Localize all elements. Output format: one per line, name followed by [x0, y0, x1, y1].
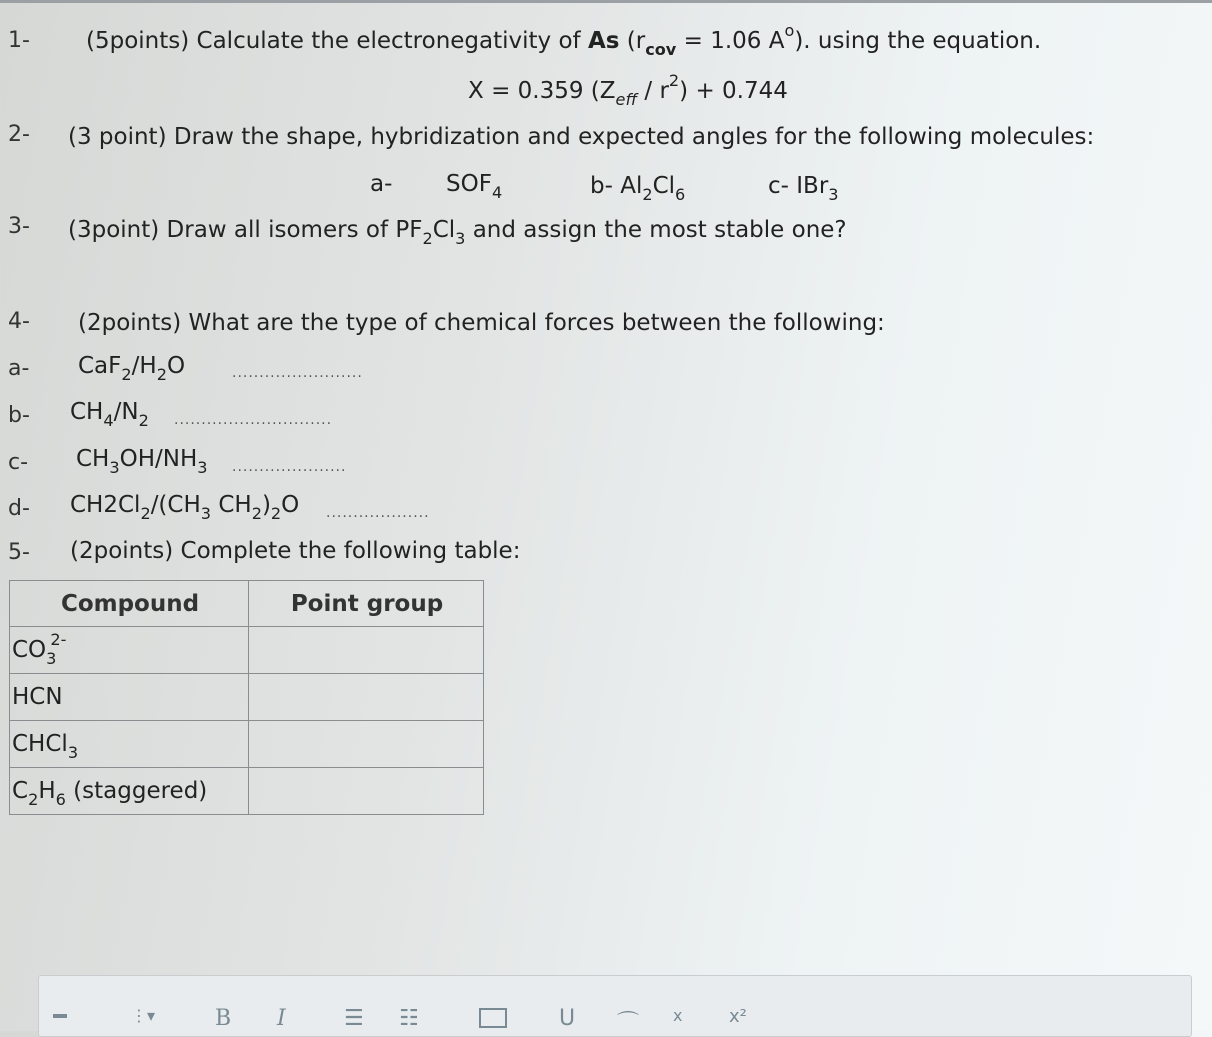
link-icon[interactable]: ⌒ [617, 1011, 640, 1036]
italic-button[interactable]: I [277, 1006, 286, 1031]
editor-toolbar [38, 975, 1192, 1037]
q4-a-answer-blank: ........................ [232, 365, 363, 381]
q4-b-label: b- [8, 403, 30, 428]
table-header-row [10, 581, 484, 627]
compound-cell: CHCl$_3$ [10, 721, 249, 768]
q1-text: (5points) Calculate the electronegativity of As ($r_{cov} = 1.06$ $A^o$). using the equation. [86, 20, 1042, 60]
q4-a-label: a- [8, 356, 30, 381]
q4-a-formula: $CaF_2/H_2O$ [78, 353, 186, 385]
header-point-group: Point group [249, 581, 484, 627]
q2-b-formula: b- $Al_2Cl_6$ [590, 173, 686, 205]
q3-number: 3- [8, 214, 30, 239]
superscript-button[interactable]: x² [729, 1006, 747, 1027]
image-icon[interactable] [479, 1008, 507, 1028]
q2-a-label: a- [370, 171, 393, 197]
point-group-cell[interactable] [249, 768, 484, 815]
window-top-edge [0, 0, 1212, 3]
compound-cell: HCN [10, 674, 249, 721]
point-group-cell[interactable] [249, 674, 484, 721]
compound-cell: $C_2H_6$ (staggered) [10, 768, 249, 815]
q1-equation: X = 0.359 $(Z_{eff} / r^2) + 0.744$ [468, 70, 788, 110]
table-row [10, 674, 484, 721]
q4-c-label: c- [8, 450, 29, 475]
header-compound: Compound [10, 581, 249, 627]
point-group-cell[interactable] [249, 627, 484, 674]
q2-a-formula: $SOF_4$ [446, 171, 503, 203]
point-group-cell[interactable] [249, 721, 484, 768]
q5-text: (2points) Complete the following table: [70, 538, 521, 564]
q4-b-formula: $CH_4/N_2$ [70, 399, 149, 431]
q4-text: (2points) What are the type of chemical forces between the following: [78, 310, 885, 336]
q1-number: 1- [8, 28, 30, 53]
paragraph-format-icon[interactable] [53, 1014, 67, 1018]
q2-number: 2- [8, 122, 30, 147]
table-row [10, 721, 484, 768]
q2-text: (3 point) Draw the shape, hybridization and expected angles for the following molecules: [68, 124, 1095, 150]
q4-d-formula: $CH2Cl_2/(CH_3$ $CH_2)_2O$ [70, 492, 300, 524]
q4-c-answer-blank: ..................... [232, 459, 347, 475]
subscript-icon[interactable]: x [673, 1006, 683, 1025]
bold-button[interactable]: B [215, 1006, 232, 1031]
table-row [10, 768, 484, 815]
more-options-icon[interactable]: ⋮▾ [131, 1006, 156, 1025]
bulleted-list-icon[interactable]: ☰ [344, 1006, 364, 1031]
compound-cell: $CO_3^{2-}$ [10, 627, 249, 674]
q4-d-label: d- [8, 496, 30, 521]
q5-number: 5- [8, 540, 30, 565]
q4-d-answer-blank: ................... [326, 505, 430, 521]
q4-b-answer-blank: ............................. [174, 412, 333, 428]
q4-number: 4- [8, 309, 30, 334]
q4-c-formula: $CH_3OH/NH_3$ [76, 446, 208, 478]
q3-text: (3point) Draw all isomers of $PF_2Cl_3$ and assign the most stable one? [68, 217, 847, 249]
table-row [10, 627, 484, 674]
q2-c-formula: c- IBr$_3$ [768, 173, 839, 205]
underline-button[interactable]: U [559, 1006, 576, 1031]
point-group-table [9, 580, 484, 815]
numbered-list-icon[interactable]: ☷ [399, 1006, 419, 1031]
